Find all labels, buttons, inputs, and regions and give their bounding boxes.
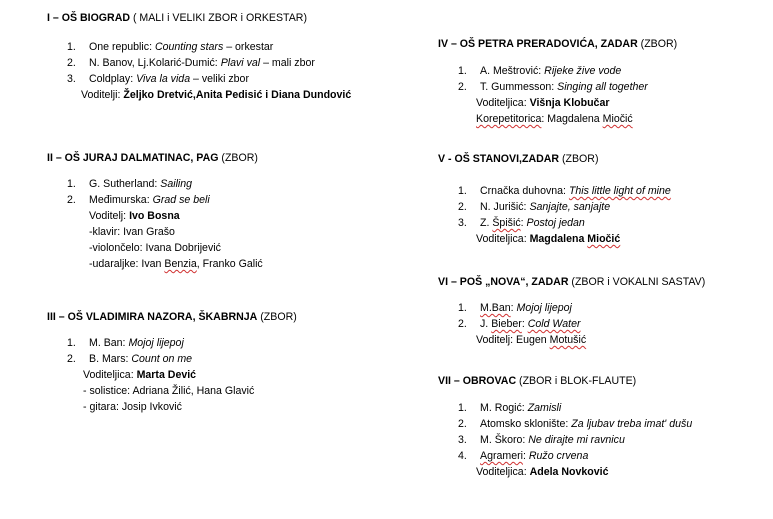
section-heading: I – OŠ BIOGRAD ( MALI i VELIKI ZBOR i ORKESTAR) xyxy=(47,12,307,24)
list-item: 1. M. Ban: Mojoj lijepoj xyxy=(67,337,184,349)
section-heading: VI – POŠ „NOVA“, ZADAR (ZBOR i VOKALNI SASTAV) xyxy=(438,276,706,288)
section-3 xyxy=(47,309,297,415)
leader-line: Voditeljica: Magdalena Miočić xyxy=(476,233,621,245)
leader-line: Voditelji: Željko Dretvić,Anita Pedisić i Diana Dundović xyxy=(81,89,352,101)
list-item: 2. Atomsko sklonište: Za ljubav treba imat' dušu xyxy=(458,418,693,430)
list-item: 3. Coldplay: Viva la vida – veliki zbor xyxy=(67,73,249,85)
list-item: 2. J. Bieber: Cold Water xyxy=(458,318,581,330)
program-list xyxy=(438,63,677,95)
performer-line: - gitara: Josip Ivković xyxy=(83,401,182,413)
performer-line: -udaraljke: Ivan Benzia, Franko Galić xyxy=(89,258,263,270)
leader-line: Voditeljica: Adela Novković xyxy=(476,466,609,478)
section-heading: II – OŠ JURAJ DALMATINAC, PAG (ZBOR) xyxy=(47,152,258,164)
list-item: 1. One republic: Counting stars – orkestar xyxy=(67,41,274,53)
list-item: 1. A. Meštrović: Rijeke žive vode xyxy=(458,65,622,77)
performer-line: -violončelo: Ivana Dobrijević xyxy=(89,242,221,254)
section-4 xyxy=(438,36,677,127)
list-item: 3. M. Škoro: Ne dirajte mi ravnicu xyxy=(458,434,625,446)
section-1 xyxy=(47,10,351,103)
program-list xyxy=(438,400,692,464)
program-list xyxy=(438,300,705,332)
program-list xyxy=(438,183,671,231)
list-item: 3. Z. Špišić: Postoj jedan xyxy=(458,217,585,229)
leader-line: Voditelj: Eugen Motušić xyxy=(476,334,587,346)
section-heading: VII – OBROVAC (ZBOR i BLOK-FLAUTE) xyxy=(438,375,637,387)
list-item: 2. Međimurska: Grad se beli xyxy=(67,194,210,206)
performer-line: - solistice: Adriana Žilić, Hana Glavić xyxy=(83,385,255,397)
program-list xyxy=(47,39,351,87)
list-item: 1. M. Rogić: Zamisli xyxy=(458,402,562,414)
list-item: 2. N. Banov, Lj.Kolarić-Dumić: Plavi val – mali zbor xyxy=(67,57,315,69)
program-list xyxy=(47,176,263,208)
list-item: 4. Agrameri: Ružo crvena xyxy=(458,450,589,462)
performer-line: -klavir: Ivan Grašo xyxy=(89,226,175,238)
section-heading: IV – OŠ PETRA PRERADOVIĆA, ZADAR (ZBOR) xyxy=(438,38,678,50)
section-heading: V - OŠ STANOVI,ZADAR (ZBOR) xyxy=(438,153,599,165)
list-item: 2. N. Jurišić: Sanjajte, sanjajte xyxy=(458,201,611,213)
section-6 xyxy=(438,274,705,348)
list-item: 2. T. Gummesson: Singing all together xyxy=(458,81,648,93)
list-item: 2. B. Mars: Count on me xyxy=(67,353,193,365)
leader-line: Voditelj: Ivo Bosna xyxy=(89,210,180,222)
section-heading: III – OŠ VLADIMIRA NAZORA, ŠKABRNJA (ZBOR) xyxy=(47,311,297,323)
section-7 xyxy=(438,373,692,480)
leader-line: Voditeljica: Marta Dević xyxy=(83,369,197,381)
accompanist-line: Korepetitorica: Magdalena Miočić xyxy=(476,113,633,125)
list-item: 1. G. Sutherland: Sailing xyxy=(67,178,193,190)
leader-line: Voditeljica: Višnja Klobučar xyxy=(476,97,610,109)
program-list xyxy=(47,335,297,367)
section-5 xyxy=(438,151,671,247)
section-2 xyxy=(47,150,263,272)
list-item: 1. M.Ban: Mojoj lijepoj xyxy=(458,302,572,314)
list-item: 1. Crnačka duhovna: This little light of mine xyxy=(458,185,671,197)
